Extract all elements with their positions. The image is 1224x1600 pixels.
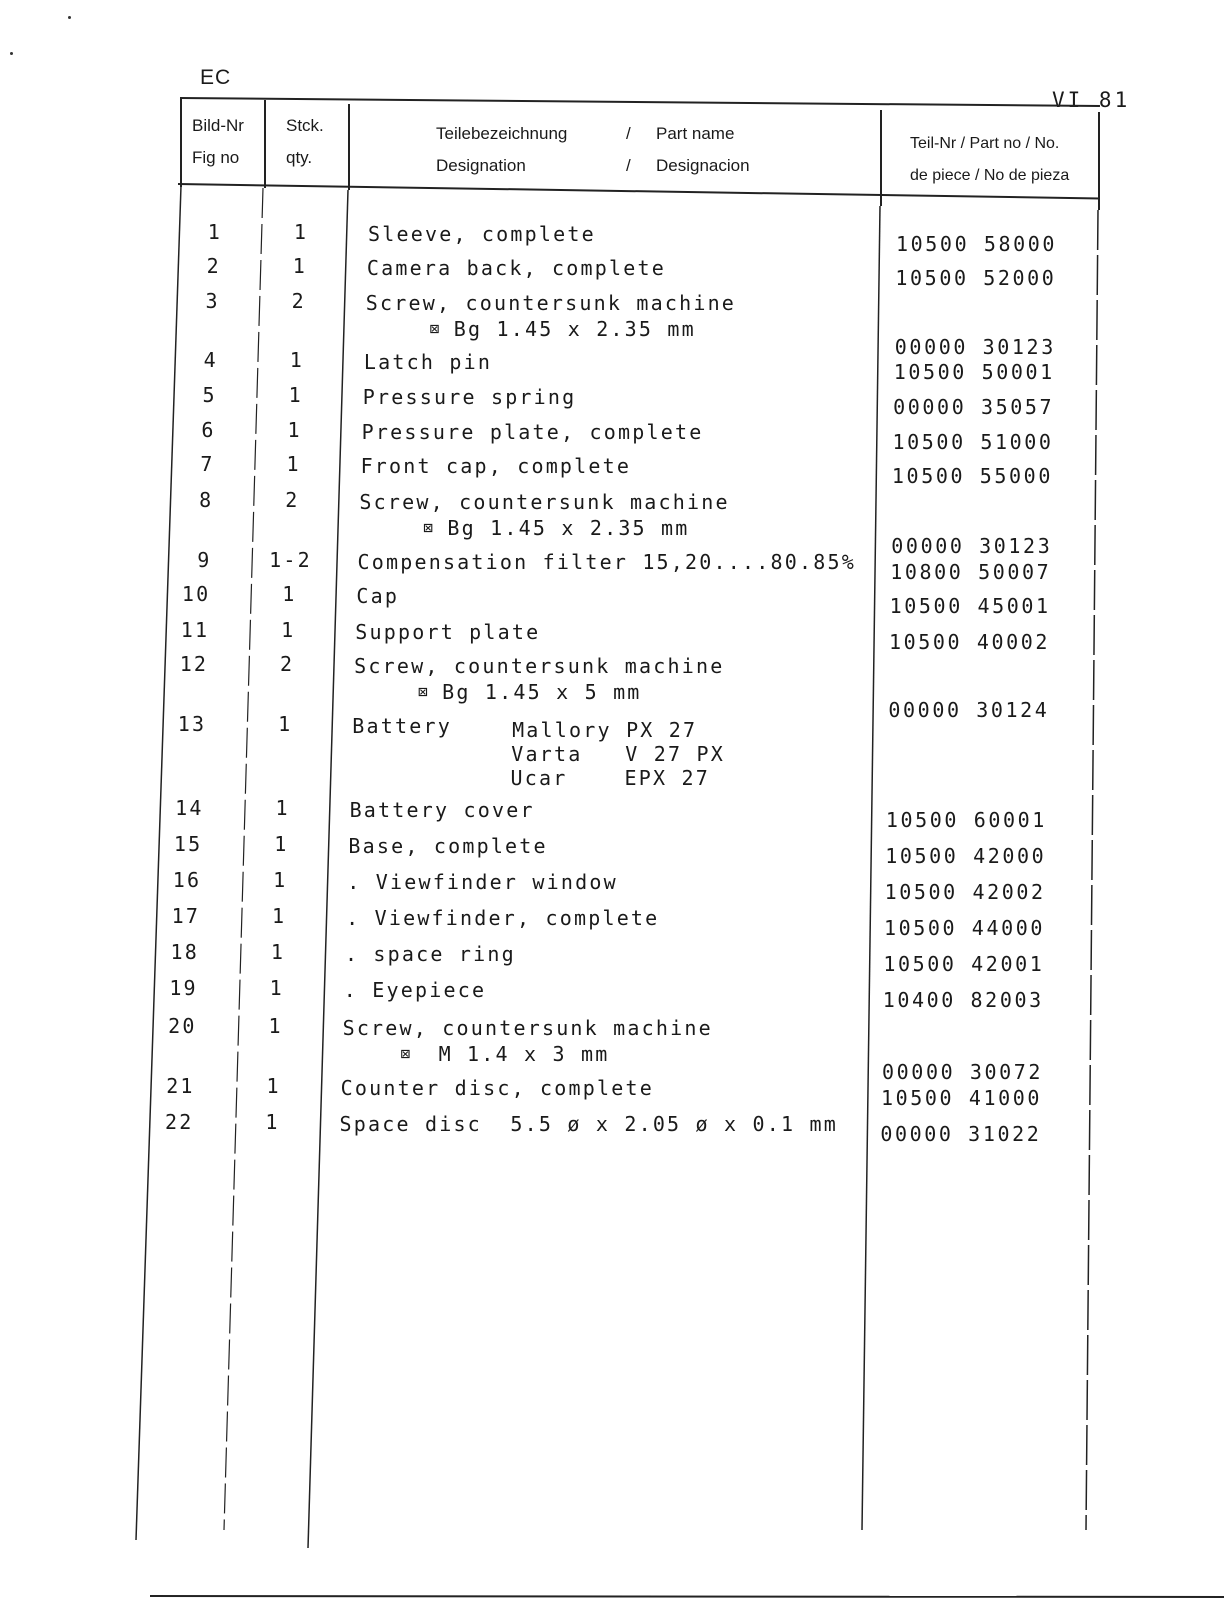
header-name-label-es: Designacion	[656, 156, 750, 175]
fig-number: 5	[202, 383, 217, 407]
countersunk-icon: ⊠	[418, 682, 431, 701]
part-description: Counter disc, complete	[340, 1076, 654, 1100]
part-number: 00000 30123	[891, 534, 1053, 558]
part-number: 10500 42001	[883, 952, 1045, 976]
part-description: Sleeve, complete	[368, 222, 596, 246]
part-description: Support plate	[355, 620, 541, 644]
fig-number: 22	[165, 1110, 194, 1134]
part-spec: M 1.4 x 3 mm	[438, 1042, 610, 1066]
part-description: Base, complete	[348, 834, 548, 858]
battery-type: EPX 27	[624, 766, 710, 790]
quantity: 1	[266, 1074, 281, 1098]
table-right-border	[1086, 210, 1098, 1530]
fig-number: 20	[168, 1014, 197, 1038]
quantity: 1	[271, 904, 287, 928]
part-number: 10400 82003	[882, 988, 1044, 1012]
fig-number: 13	[177, 712, 207, 736]
fig-number: 6	[201, 418, 216, 442]
header-partno-label-2: de piece / No de pieza	[910, 167, 1070, 184]
fig-number: 7	[200, 452, 215, 476]
quantity: 1	[278, 712, 293, 736]
part-spec: Bg 1.45 x 5 mm	[442, 680, 642, 704]
fig-number: 9	[197, 548, 212, 572]
quantity: 1	[275, 796, 290, 820]
quantity: 1	[268, 1014, 283, 1038]
part-number: 10500 41000	[880, 1086, 1043, 1110]
quantity: 2	[291, 289, 306, 313]
part-description: Screw, countersunk machine	[365, 291, 737, 315]
table-left-border	[136, 186, 181, 1540]
part-number: 00000 30124	[888, 698, 1050, 722]
fig-number: 21	[166, 1074, 195, 1098]
part-number: 10500 55000	[891, 464, 1053, 488]
header-fig-label-en: Fig no	[192, 148, 240, 167]
part-number: 10500 51000	[892, 430, 1054, 454]
fig-number: 8	[199, 488, 214, 512]
countersunk-icon: ⊠	[423, 518, 436, 537]
header-slash: /	[626, 124, 631, 143]
fig-number: 16	[172, 868, 202, 892]
part-number: 10500 42000	[885, 844, 1047, 868]
part-description: Camera back, complete	[366, 256, 666, 280]
part-description: Screw, countersunk machine	[354, 654, 725, 678]
quantity: 1	[269, 976, 284, 1000]
countersunk-icon: ⊠	[429, 319, 442, 338]
part-description: Space disc 5.5 ø x 2.05 ø x 0.1 mm	[339, 1112, 838, 1136]
quantity: 1	[274, 832, 289, 856]
part-description: Screw, countersunk machine	[359, 490, 730, 514]
fig-number: 3	[205, 289, 220, 313]
battery-brand: Varta	[511, 742, 583, 766]
part-description: Battery cover	[349, 798, 535, 822]
quantity: 1	[270, 940, 286, 964]
battery-type: V 27 PX	[625, 742, 725, 766]
fig-number: 18	[170, 940, 199, 964]
part-number: 00000 30072	[882, 1060, 1044, 1084]
fig-number: 10	[181, 582, 211, 606]
fig-number: 4	[203, 348, 218, 372]
part-number: 10500 52000	[895, 266, 1057, 290]
part-description: Pressure plate, complete	[361, 420, 704, 444]
fig-number: 2	[206, 254, 221, 278]
quantity: 1	[273, 868, 288, 892]
part-number: 00000 30123	[894, 335, 1056, 359]
part-description: Pressure spring	[362, 385, 577, 409]
quantity: 1	[281, 618, 296, 642]
quantity: 1	[292, 254, 308, 278]
fig-number: 19	[169, 976, 198, 1000]
part-description: . space ring	[344, 942, 516, 966]
quantity: 1	[282, 582, 297, 606]
part-description: Cap	[356, 584, 400, 608]
part-spec: Bg 1.45 x 2.35 mm	[453, 317, 696, 341]
quantity: 2	[285, 488, 300, 512]
part-description: . Viewfinder, complete	[346, 906, 660, 930]
quantity: 1-2	[269, 548, 312, 572]
section-code: EC	[200, 66, 232, 89]
part-number: 10500 44000	[883, 916, 1046, 940]
part-number: 10800 50007	[890, 560, 1052, 584]
header-name-label-fr: Designation	[436, 156, 526, 175]
part-number: 00000 31022	[880, 1122, 1042, 1146]
quantity: 1	[265, 1110, 280, 1134]
part-description: Compensation filter 15,20....80.85%	[357, 550, 856, 574]
col-divider-name-partno	[862, 206, 880, 1530]
bottom-edge-line	[150, 1596, 1224, 1597]
part-description: . Viewfinder window	[347, 870, 618, 894]
part-number: 10500 58000	[896, 232, 1058, 256]
part-number: 00000 35057	[893, 395, 1055, 419]
part-number: 10500 60001	[885, 808, 1047, 832]
fig-number: 11	[180, 618, 210, 642]
part-description: Screw, countersunk machine	[342, 1016, 713, 1040]
quantity: 1	[286, 452, 301, 476]
quantity: 1	[287, 418, 302, 442]
header-name-label-en: Part name	[656, 124, 735, 143]
part-description: Latch pin	[363, 350, 493, 374]
header-name-label-de: Teilebezeichnung	[436, 124, 568, 143]
header-qty-label-en: qty.	[286, 148, 313, 167]
header-slash: /	[626, 156, 631, 175]
part-description: Front cap, complete	[360, 454, 632, 478]
part-spec: Bg 1.45 x 2.35 mm	[447, 516, 690, 540]
quantity: 2	[280, 652, 295, 676]
battery-type: PX 27	[626, 718, 698, 742]
fig-number: 14	[175, 796, 204, 820]
battery-brand: Ucar	[510, 766, 568, 790]
part-number: 10500 50001	[893, 360, 1055, 384]
fig-number: 17	[171, 904, 201, 928]
part-number: 10500 42002	[884, 880, 1046, 904]
fig-number: 15	[173, 832, 203, 856]
countersunk-icon: ⊠	[400, 1044, 413, 1063]
quantity: 1	[293, 220, 309, 244]
battery-brand: Mallory	[512, 718, 612, 742]
part-number: 10500 45001	[889, 594, 1051, 618]
part-description: Battery	[352, 714, 452, 738]
quantity: 1	[288, 383, 303, 407]
header-partno-label-1: Teil-Nr / Part no / No.	[910, 135, 1060, 152]
header-fig-label-de: Bild-Nr	[192, 116, 244, 135]
page-reference: VI 81	[1052, 88, 1131, 112]
header-qty-label-de: Stck.	[286, 116, 324, 135]
fig-number: 12	[179, 652, 209, 676]
part-description: . Eyepiece	[343, 978, 487, 1002]
quantity: 1	[289, 348, 305, 372]
fig-number: 1	[207, 220, 222, 244]
part-number: 10500 40002	[888, 630, 1051, 654]
col-divider-fig-qty	[224, 188, 263, 1530]
